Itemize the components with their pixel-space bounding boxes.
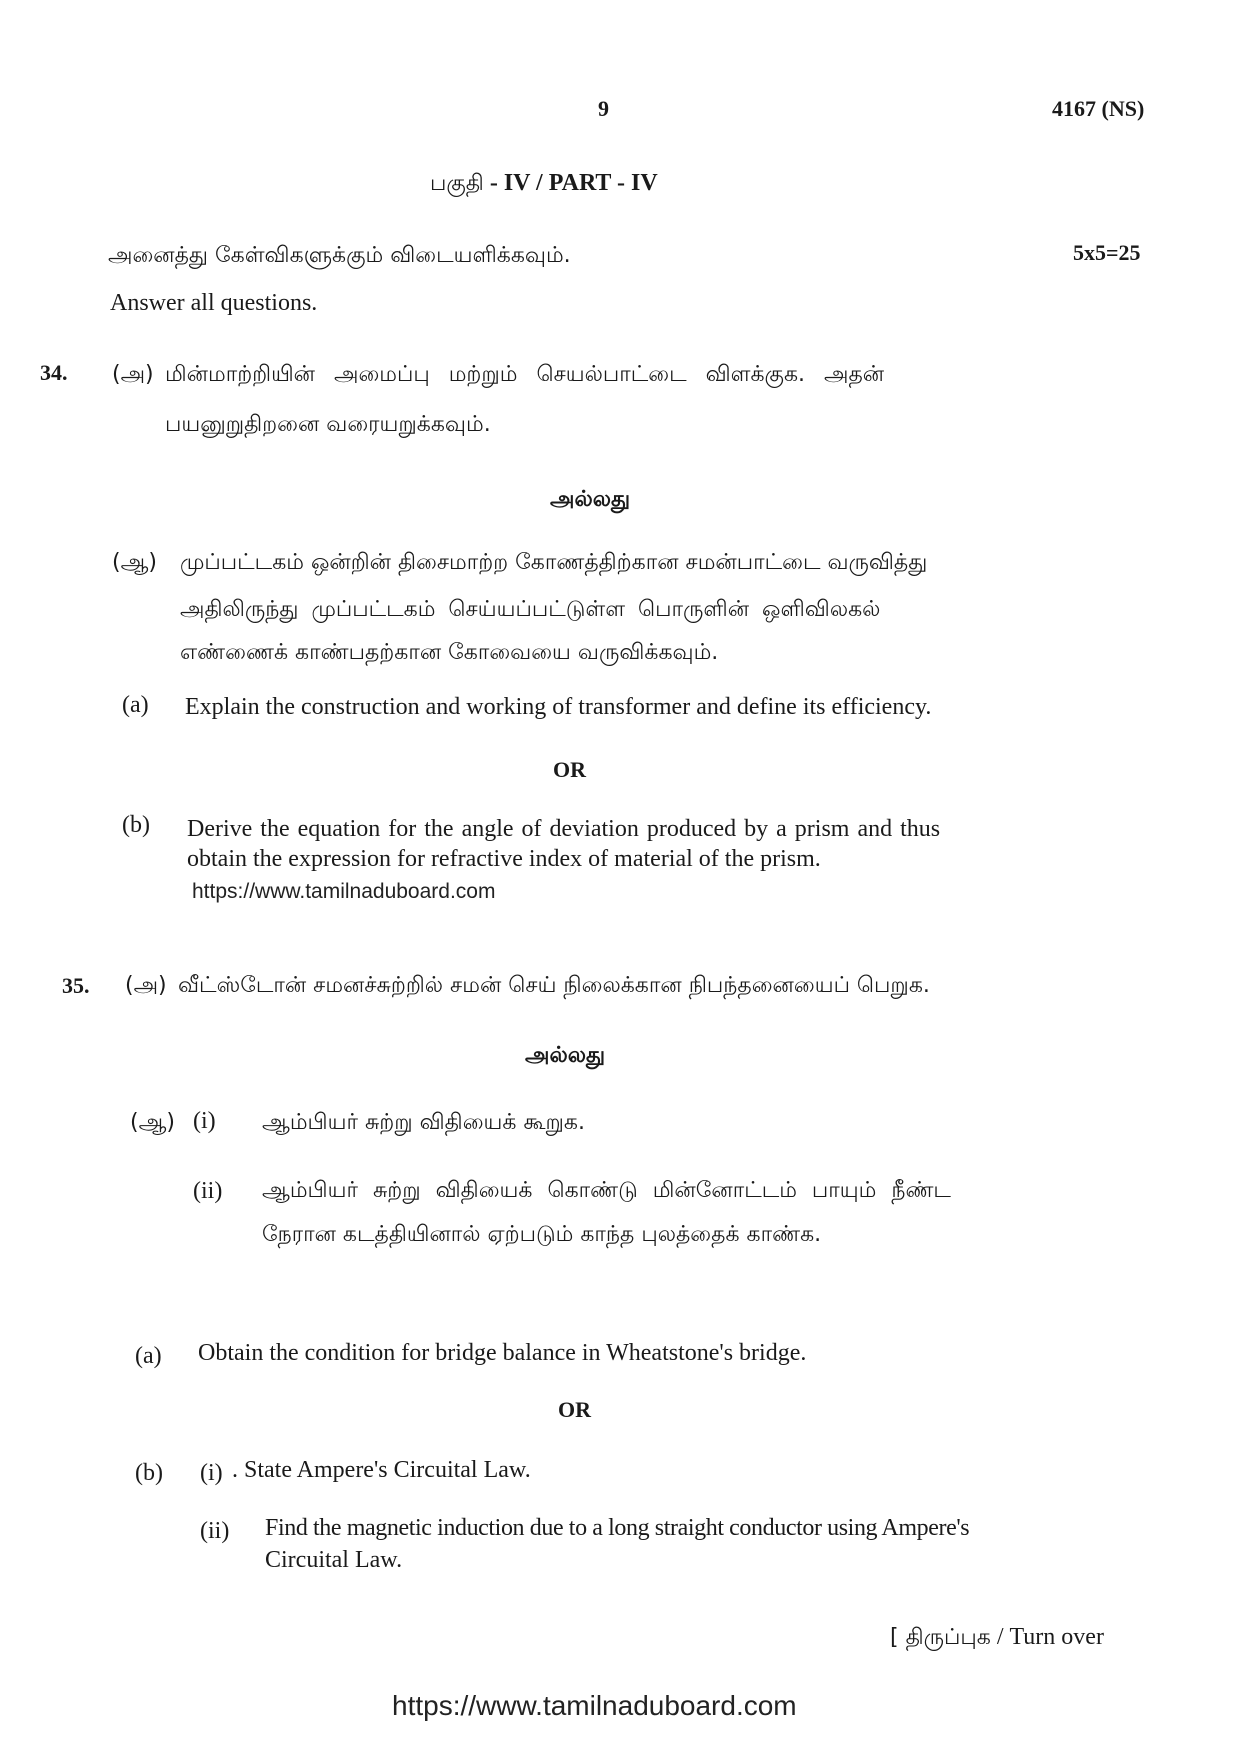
q35-or-tamil: அல்லது <box>525 1043 606 1068</box>
q34-b-text-line2: obtain the expression for refractive index of material of the prism. <box>187 846 821 872</box>
q35-b-ii-text-line1: Find the magnetic induction due to a long straight conductor using Ampere's <box>265 1515 970 1541</box>
q35-b-ii-text-tamil-line1: ஆம்பியர் சுற்று விதியைக் கொண்டு மின்னோட்டம் பாயும் நீண்ட <box>262 1178 951 1203</box>
q35-b-i-text: . State Ampere's Circuital Law. <box>232 1457 531 1483</box>
q35-a-text-tamil: வீட்ஸ்டோன் சமனச்சுற்றில் சமன் செய் நிலைக்கான நிபந்தனையைப் பெறுக. <box>178 973 930 998</box>
q34-b-text-line1: Derive the equation for the angle of deviation produced by a prism and thus <box>187 816 941 842</box>
q34-a-label-tamil: (அ) <box>112 362 154 387</box>
q34-a-text-tamil-line2: பயனுறுதிறனை வரையறுக்கவும். <box>165 412 491 437</box>
instruction-english: Answer all questions. <box>110 290 318 316</box>
q35-b-label: (b) <box>135 1460 163 1486</box>
q34-a-text: Explain the construction and working of transformer and define its efficiency. <box>185 694 932 720</box>
q35-b-ii-text-tamil-line2: நேரான கடத்தியினால் ஏற்படும் காந்த புலத்தைக் காண்க. <box>262 1222 822 1247</box>
part-title <box>430 170 658 199</box>
marks: 5x5=25 <box>1073 240 1141 265</box>
page-number: 9 <box>598 96 609 121</box>
q34-b-text-tamil-line1: முப்பட்டகம் ஒன்றின் திசைமாற்ற கோணத்திற்கான சமன்பாட்டை வருவித்து <box>180 550 928 575</box>
q35-b-ii-label: (ii) <box>200 1518 230 1544</box>
q34-a-label: (a) <box>122 692 149 718</box>
question-34-number: 34. <box>40 360 68 385</box>
turn-over-english: / Turn over <box>990 1624 1104 1650</box>
question-35-number: 35. <box>62 973 90 998</box>
q35-a-label: (a) <box>135 1343 162 1369</box>
footer-url[interactable]: https://www.tamilnaduboard.com <box>392 1690 797 1721</box>
turn-over <box>890 1624 1104 1653</box>
q35-b-label-tamil: (ஆ) <box>130 1110 175 1135</box>
q35-b-ii-text-line2: Circuital Law. <box>265 1547 403 1573</box>
q35-b-i-label-tamil: (i) <box>193 1108 216 1134</box>
q34-b-text-tamil-line3: எண்ணைக் காண்பதற்கான கோவையை வருவிக்கவும். <box>180 640 719 665</box>
q34-b-label-tamil: (ஆ) <box>112 550 157 575</box>
watermark-url[interactable]: https://www.tamilnaduboard.com <box>192 880 496 903</box>
part-title-english: - IV / PART - IV <box>483 170 658 196</box>
q34-a-text-tamil-line1: மின்மாற்றியின் அமைப்பு மற்றும் செயல்பாட்டை விளக்குக. அதன் <box>165 362 885 387</box>
q35-or: OR <box>558 1397 591 1422</box>
q35-b-i-label: (i) <box>200 1460 223 1486</box>
q35-a-label-tamil: (அ) <box>125 973 167 998</box>
q34-or: OR <box>553 757 586 782</box>
q35-b-i-text-tamil: ஆம்பியர் சுற்று விதியைக் கூறுக. <box>262 1110 585 1135</box>
q34-or-tamil: அல்லது <box>550 487 631 512</box>
q35-a-text: Obtain the condition for bridge balance in Wheatstone's bridge. <box>198 1340 807 1366</box>
turn-over-tamil: [ திருப்புக <box>890 1625 991 1650</box>
q34-b-label: (b) <box>122 812 150 838</box>
part-title-tamil: பகுதி <box>430 171 484 196</box>
instruction-tamil: அனைத்து கேள்விகளுக்கும் விடையளிக்கவும். <box>108 243 571 268</box>
q34-b-text-tamil-line2: அதிலிருந்து முப்பட்டகம் செய்யப்பட்டுள்ள பொருளின் ஒளிவிலகல் <box>180 597 881 622</box>
paper-code: 4167 (NS) <box>1052 96 1145 121</box>
q35-b-ii-label-tamil: (ii) <box>193 1178 223 1204</box>
